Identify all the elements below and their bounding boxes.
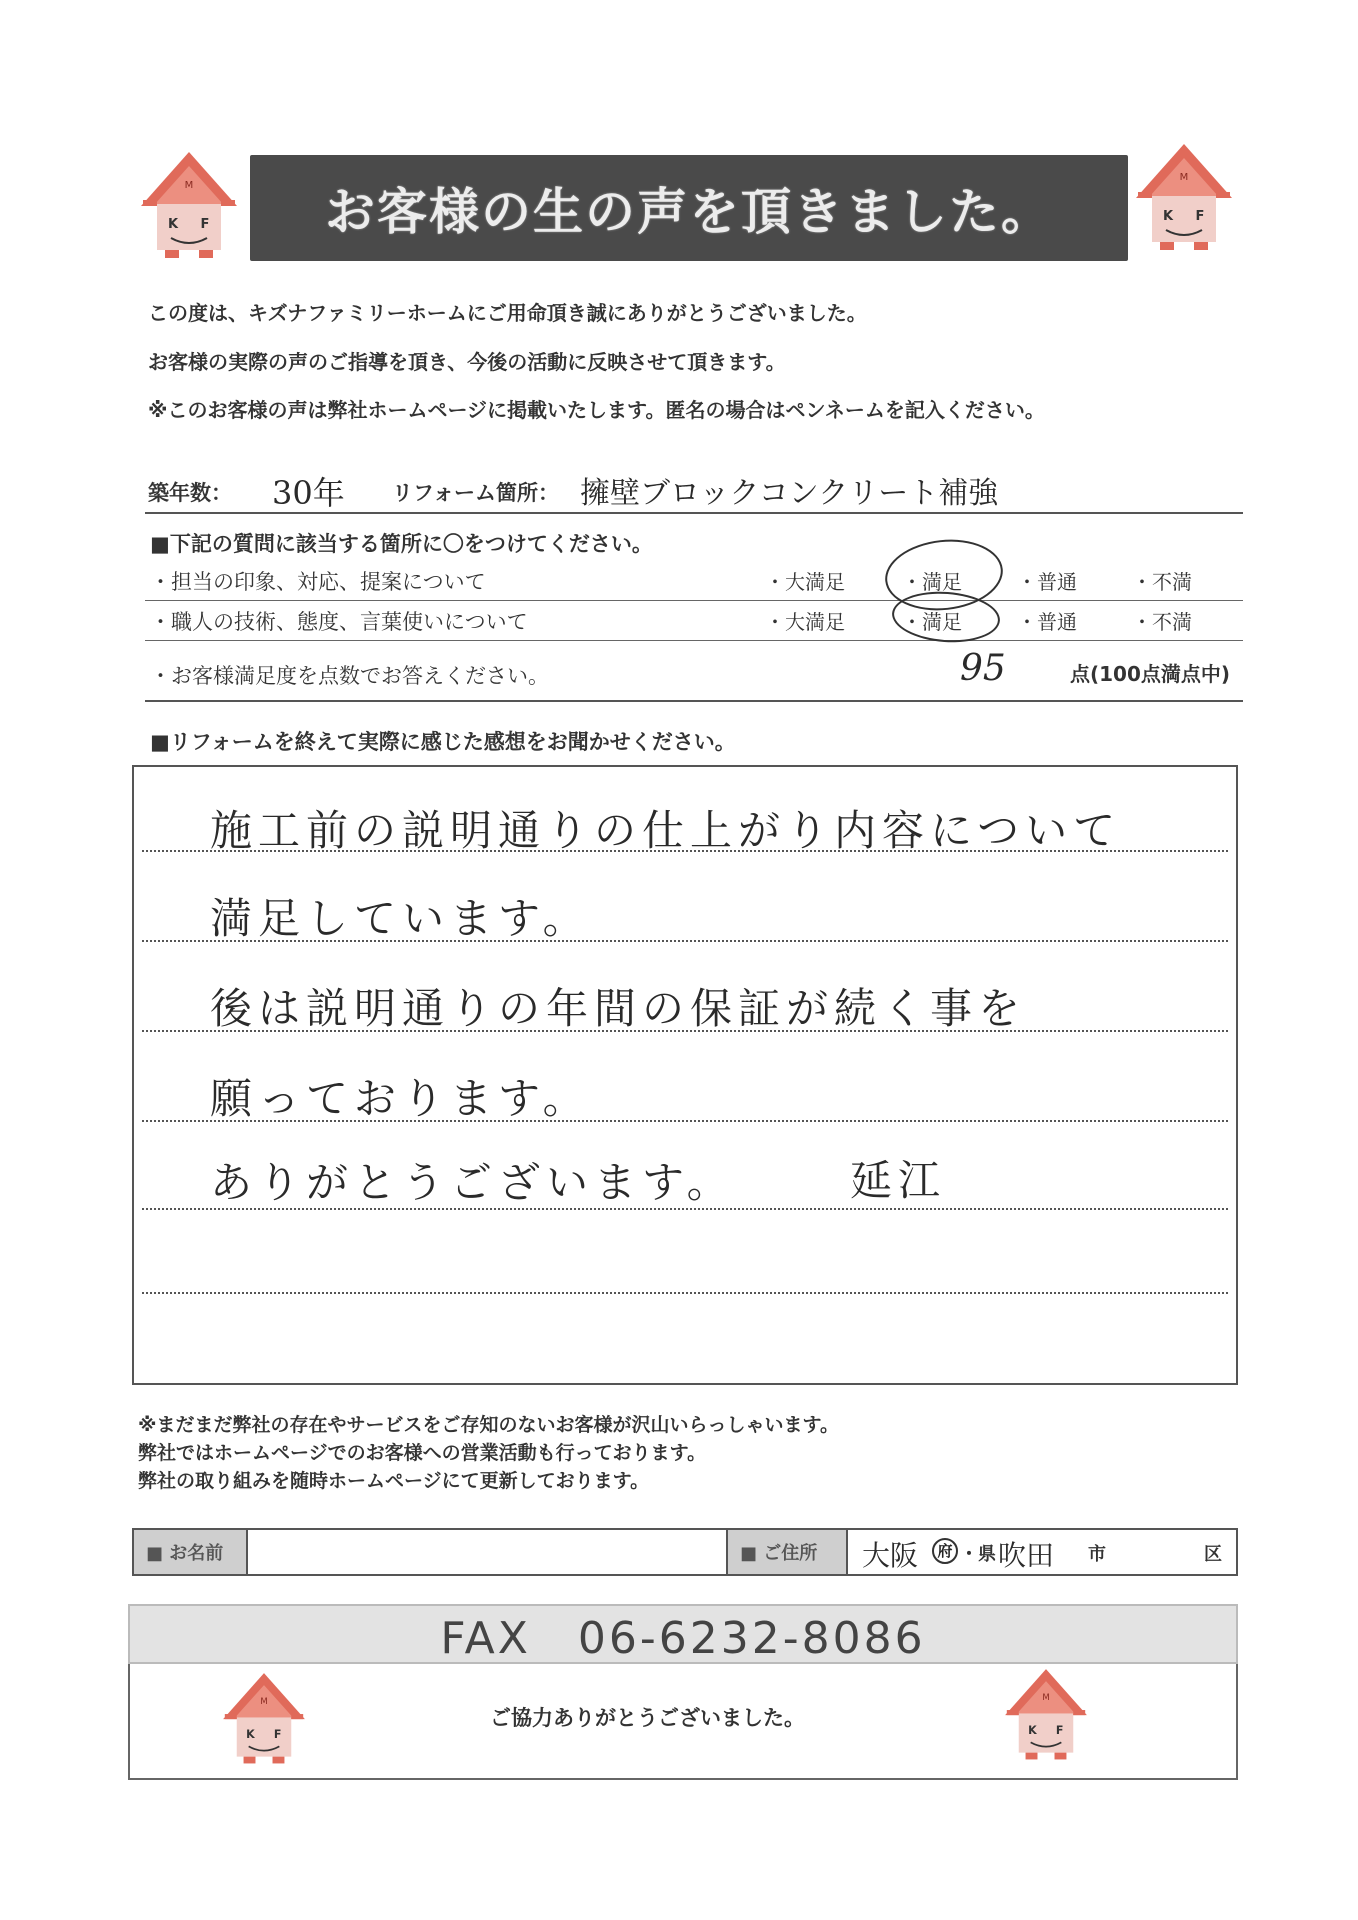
prefecture-suffix: ・県 xyxy=(960,1544,996,1565)
svg-text:K: K xyxy=(1162,209,1174,224)
address-label: ■ ご住所 xyxy=(726,1530,846,1574)
q2-option-very-satisfied[interactable]: ・大満足 xyxy=(765,610,845,634)
divider xyxy=(145,600,1243,601)
intro-line-3: ※このお客様の声は弊社ホームページに掲載いたします。匿名の場合はペンネームを記入ください。 xyxy=(148,398,1045,422)
building-age-label: 築年数： xyxy=(148,481,232,505)
svg-text:K: K xyxy=(246,1727,255,1741)
divider xyxy=(145,512,1243,514)
divider xyxy=(145,640,1243,641)
svg-text:M: M xyxy=(260,1696,268,1707)
svg-text:M: M xyxy=(1042,1692,1050,1703)
q2-option-dissatisfied[interactable]: ・不満 xyxy=(1132,610,1192,634)
q1-option-satisfied[interactable]: ・満足 xyxy=(902,570,962,594)
reform-location-label: リフォーム箇所： xyxy=(392,481,559,505)
ward-suffix: 区 xyxy=(1204,1544,1222,1565)
comment-signature: 延江 xyxy=(850,1156,947,1205)
comment-rule xyxy=(142,1292,1228,1294)
name-label: ■ お名前 xyxy=(134,1530,246,1574)
svg-text:F: F xyxy=(1055,1723,1064,1737)
name-address-row xyxy=(132,1528,1238,1576)
q2-option-normal[interactable]: ・普通 xyxy=(1017,610,1077,634)
score-value: 95 xyxy=(960,648,1006,689)
logo-house-icon xyxy=(1130,140,1238,258)
svg-text:M: M xyxy=(1179,172,1189,183)
q1-option-dissatisfied[interactable]: ・不満 xyxy=(1132,570,1192,594)
name-field[interactable] xyxy=(246,1530,726,1574)
survey-question-1: ・担当の印象、対応、提案について xyxy=(150,570,486,594)
q1-option-normal[interactable]: ・普通 xyxy=(1017,570,1077,594)
svg-text:K: K xyxy=(1028,1723,1037,1737)
header-banner xyxy=(250,155,1128,261)
score-suffix: 点(100点満点中) xyxy=(1070,662,1231,686)
logo-house-icon xyxy=(1000,1664,1092,1768)
comment-line-1: 施工前の説明通りの仕上がり内容について xyxy=(210,806,1122,855)
comment-line-5: ありがとうございます。 xyxy=(210,1158,735,1207)
comments-heading: ■リフォームを終えて実際に感じた感想をお聞かせください。 xyxy=(150,730,736,754)
thanks-message: ご協力ありがとうございました。 xyxy=(490,1706,805,1730)
note-line-2: 弊社ではホームページでのお客様への営業活動も行っております。 xyxy=(138,1442,707,1464)
intro-line-2: お客様の実際の声のご指導を頂き、今後の活動に反映させて頂きます。 xyxy=(148,350,786,374)
logo-right-letter: F xyxy=(200,217,210,232)
q2-option-satisfied[interactable]: ・満足 xyxy=(902,610,962,634)
address-field[interactable] xyxy=(846,1530,1236,1574)
prefecture-circle: 府 xyxy=(932,1538,958,1564)
reform-location-value: 擁壁ブロックコンクリート補強 xyxy=(580,476,999,511)
comment-line-2: 満足しています。 xyxy=(210,894,591,943)
divider xyxy=(145,700,1243,702)
comment-line-4: 願っております。 xyxy=(210,1074,591,1123)
survey-question-2: ・職人の技術、態度、言葉使いについて xyxy=(150,610,528,634)
q1-option-very-satisfied[interactable]: ・大満足 xyxy=(765,570,845,594)
survey-heading: ■下記の質問に該当する箇所に〇をつけてください。 xyxy=(150,532,653,556)
address-city: 吹田 xyxy=(998,1539,1055,1572)
page-title: お客様の生の声を頂きました。 xyxy=(325,183,1053,241)
note-line-3: 弊社の取り組みを随時ホームページにて更新しております。 xyxy=(138,1470,650,1492)
logo-house-icon xyxy=(218,1668,310,1772)
fax-number: FAX 06-6232-8086 xyxy=(128,1604,1238,1664)
logo-left-letter: K xyxy=(167,217,179,232)
svg-text:F: F xyxy=(273,1727,282,1741)
comment-line-3: 後は説明通りの年間の保証が続く事を xyxy=(210,984,1027,1033)
note-line-1: ※まだまだ弊社の存在やサービスをご存知のないお客様が沢山いらっしゃいます。 xyxy=(138,1414,839,1436)
svg-text:F: F xyxy=(1195,209,1205,224)
logo-house-icon xyxy=(135,148,243,266)
intro-line-1: この度は、キズナファミリーホームにご用命頂き誠にありがとうございました。 xyxy=(148,301,867,325)
score-question: ・お客様満足度を点数でお答えください。 xyxy=(150,664,549,688)
logo-top-letter: M xyxy=(184,180,194,191)
building-age-value: 30年 xyxy=(272,474,345,512)
city-suffix: 市 xyxy=(1088,1544,1106,1565)
address-prefecture: 大阪 xyxy=(862,1539,919,1572)
